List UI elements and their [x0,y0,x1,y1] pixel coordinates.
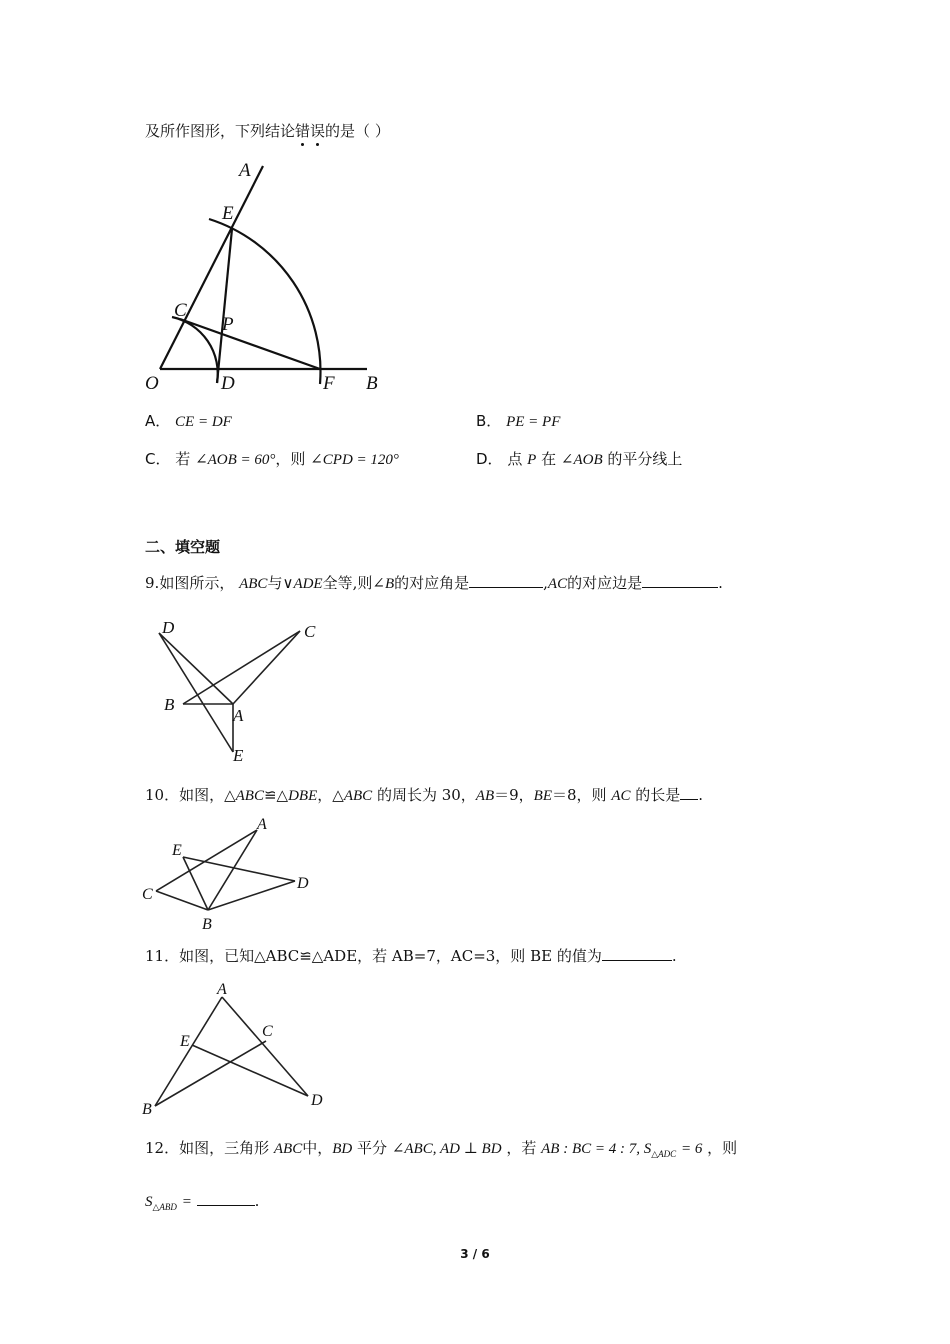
q10-num: 10． [145,786,180,804]
q10-m3: ABC [343,788,373,804]
q12-m4: AB : BC = 4 : 7, S [541,1141,652,1157]
q9-mid: 与∨ [267,574,294,592]
q10-m2: DBE [288,788,318,804]
q12-sub: △ABD [152,1202,177,1212]
option-letter: C． [145,450,171,468]
option-letter: D． [476,450,503,468]
q12-num: 12． [145,1139,180,1157]
q11-num: 11． [145,947,180,965]
label-C: C [174,300,187,321]
option-text: ，则 [275,450,306,468]
label-C: C [142,886,153,903]
page-number: 3 / 6 [460,1247,490,1261]
q12-m2: BD [332,1141,353,1157]
q8-tail-post: 的是（ ） [325,122,390,140]
q10-text5: ＝9， [494,786,534,804]
q10-text6: ＝8，则 [552,786,607,804]
q12-text5: ，则 [707,1139,738,1157]
q9-comma: , [543,574,548,592]
label-E: E [172,842,182,859]
option-letter: B． [476,412,502,430]
q11-body: 如图，已知△ABC≌△ADE，若 AB=7，AC=3，则 BE 的值为 [179,947,602,965]
q12-eq: = [181,1194,192,1210]
q9-text4: 的对应边是 [567,574,643,592]
q8-emph-1: 错 [295,122,311,140]
q12-text1: 如图，三角形 [179,1139,270,1157]
label-B: B [202,916,212,933]
label-C: C [262,1023,273,1040]
option-expr: ∠AOB = 60° [195,452,276,468]
q10-text7: 的长是 [635,786,681,804]
q12-text4: ，若 [506,1139,537,1157]
label-D: D [297,875,309,892]
label-A: A [239,160,251,181]
q12-text3: 平分 [357,1139,388,1157]
q10-m6: AC [611,788,631,804]
label-D: D [221,373,235,394]
q9-text3: 的对应角是 [394,574,470,592]
label-C: C [304,622,316,641]
q10-text2: ≌△ [263,786,289,804]
q9-tri1: ABC [239,576,268,592]
q12-text2: 中， [302,1139,333,1157]
q9-num: 9. [145,574,160,592]
q10-m1: ABC [235,788,264,804]
q12-end: . [254,1192,260,1210]
label-B: B [164,695,175,714]
q9-seg: AC [547,576,568,592]
label-P: P [222,314,234,335]
q12-text [145,1138,737,1164]
q10-text1: 如图，△ [179,786,236,804]
q12-m3: ∠ABC, AD ⊥ BD [391,1141,502,1157]
label-D: D [162,618,175,637]
q12-m5: = 6 [680,1141,703,1157]
q10-m4: AB [475,788,495,804]
option-text: 的平分线上 [607,450,683,468]
label-E: E [233,746,244,765]
label-O: O [145,373,159,394]
label-F: F [323,373,335,394]
option-text: 若 [175,450,191,468]
q9-pre: 如图所示， [159,574,235,592]
label-E: E [222,203,234,224]
option-expr: PE = PF [506,414,561,430]
label-E: E [180,1033,190,1050]
option-letter: A． [145,412,171,430]
option-text: 在 [541,450,557,468]
q9-tri2: ADE [293,576,323,592]
q12-sub4: △ADC [651,1149,677,1159]
label-B: B [142,1101,152,1118]
label-D: D [311,1092,323,1109]
label-A: A [233,706,244,725]
q10-m5: BE [533,788,552,804]
label-A: A [217,981,227,998]
option-text: 点 [507,450,523,468]
q8-emph-2: 误 [310,122,326,140]
q9-text2: 全等,则 [322,574,373,592]
q10-text4: 的周长为 30， [376,786,476,804]
label-B: B [366,373,378,394]
q11-end: . [671,947,677,965]
option-expr: ∠AOB [560,452,603,468]
q12-s: S [145,1194,153,1210]
q12-m1: ABC [273,1141,303,1157]
q12-answer-line [145,1191,259,1217]
option-expr: ∠CPD = 120° [310,452,399,468]
q9-end: . [718,574,723,592]
section-heading: 二、填空题 [145,538,221,556]
q10-end: . [698,786,704,804]
answer-blank[interactable] [197,1191,255,1206]
option-expr: P [527,452,537,468]
q10-text3: ，△ [317,786,344,804]
q8-tail-pre: 及所作图形，下列结论 [145,122,296,140]
option-expr: CE = DF [175,414,232,430]
label-A: A [257,816,267,833]
q9-angle: ∠B [372,576,395,592]
